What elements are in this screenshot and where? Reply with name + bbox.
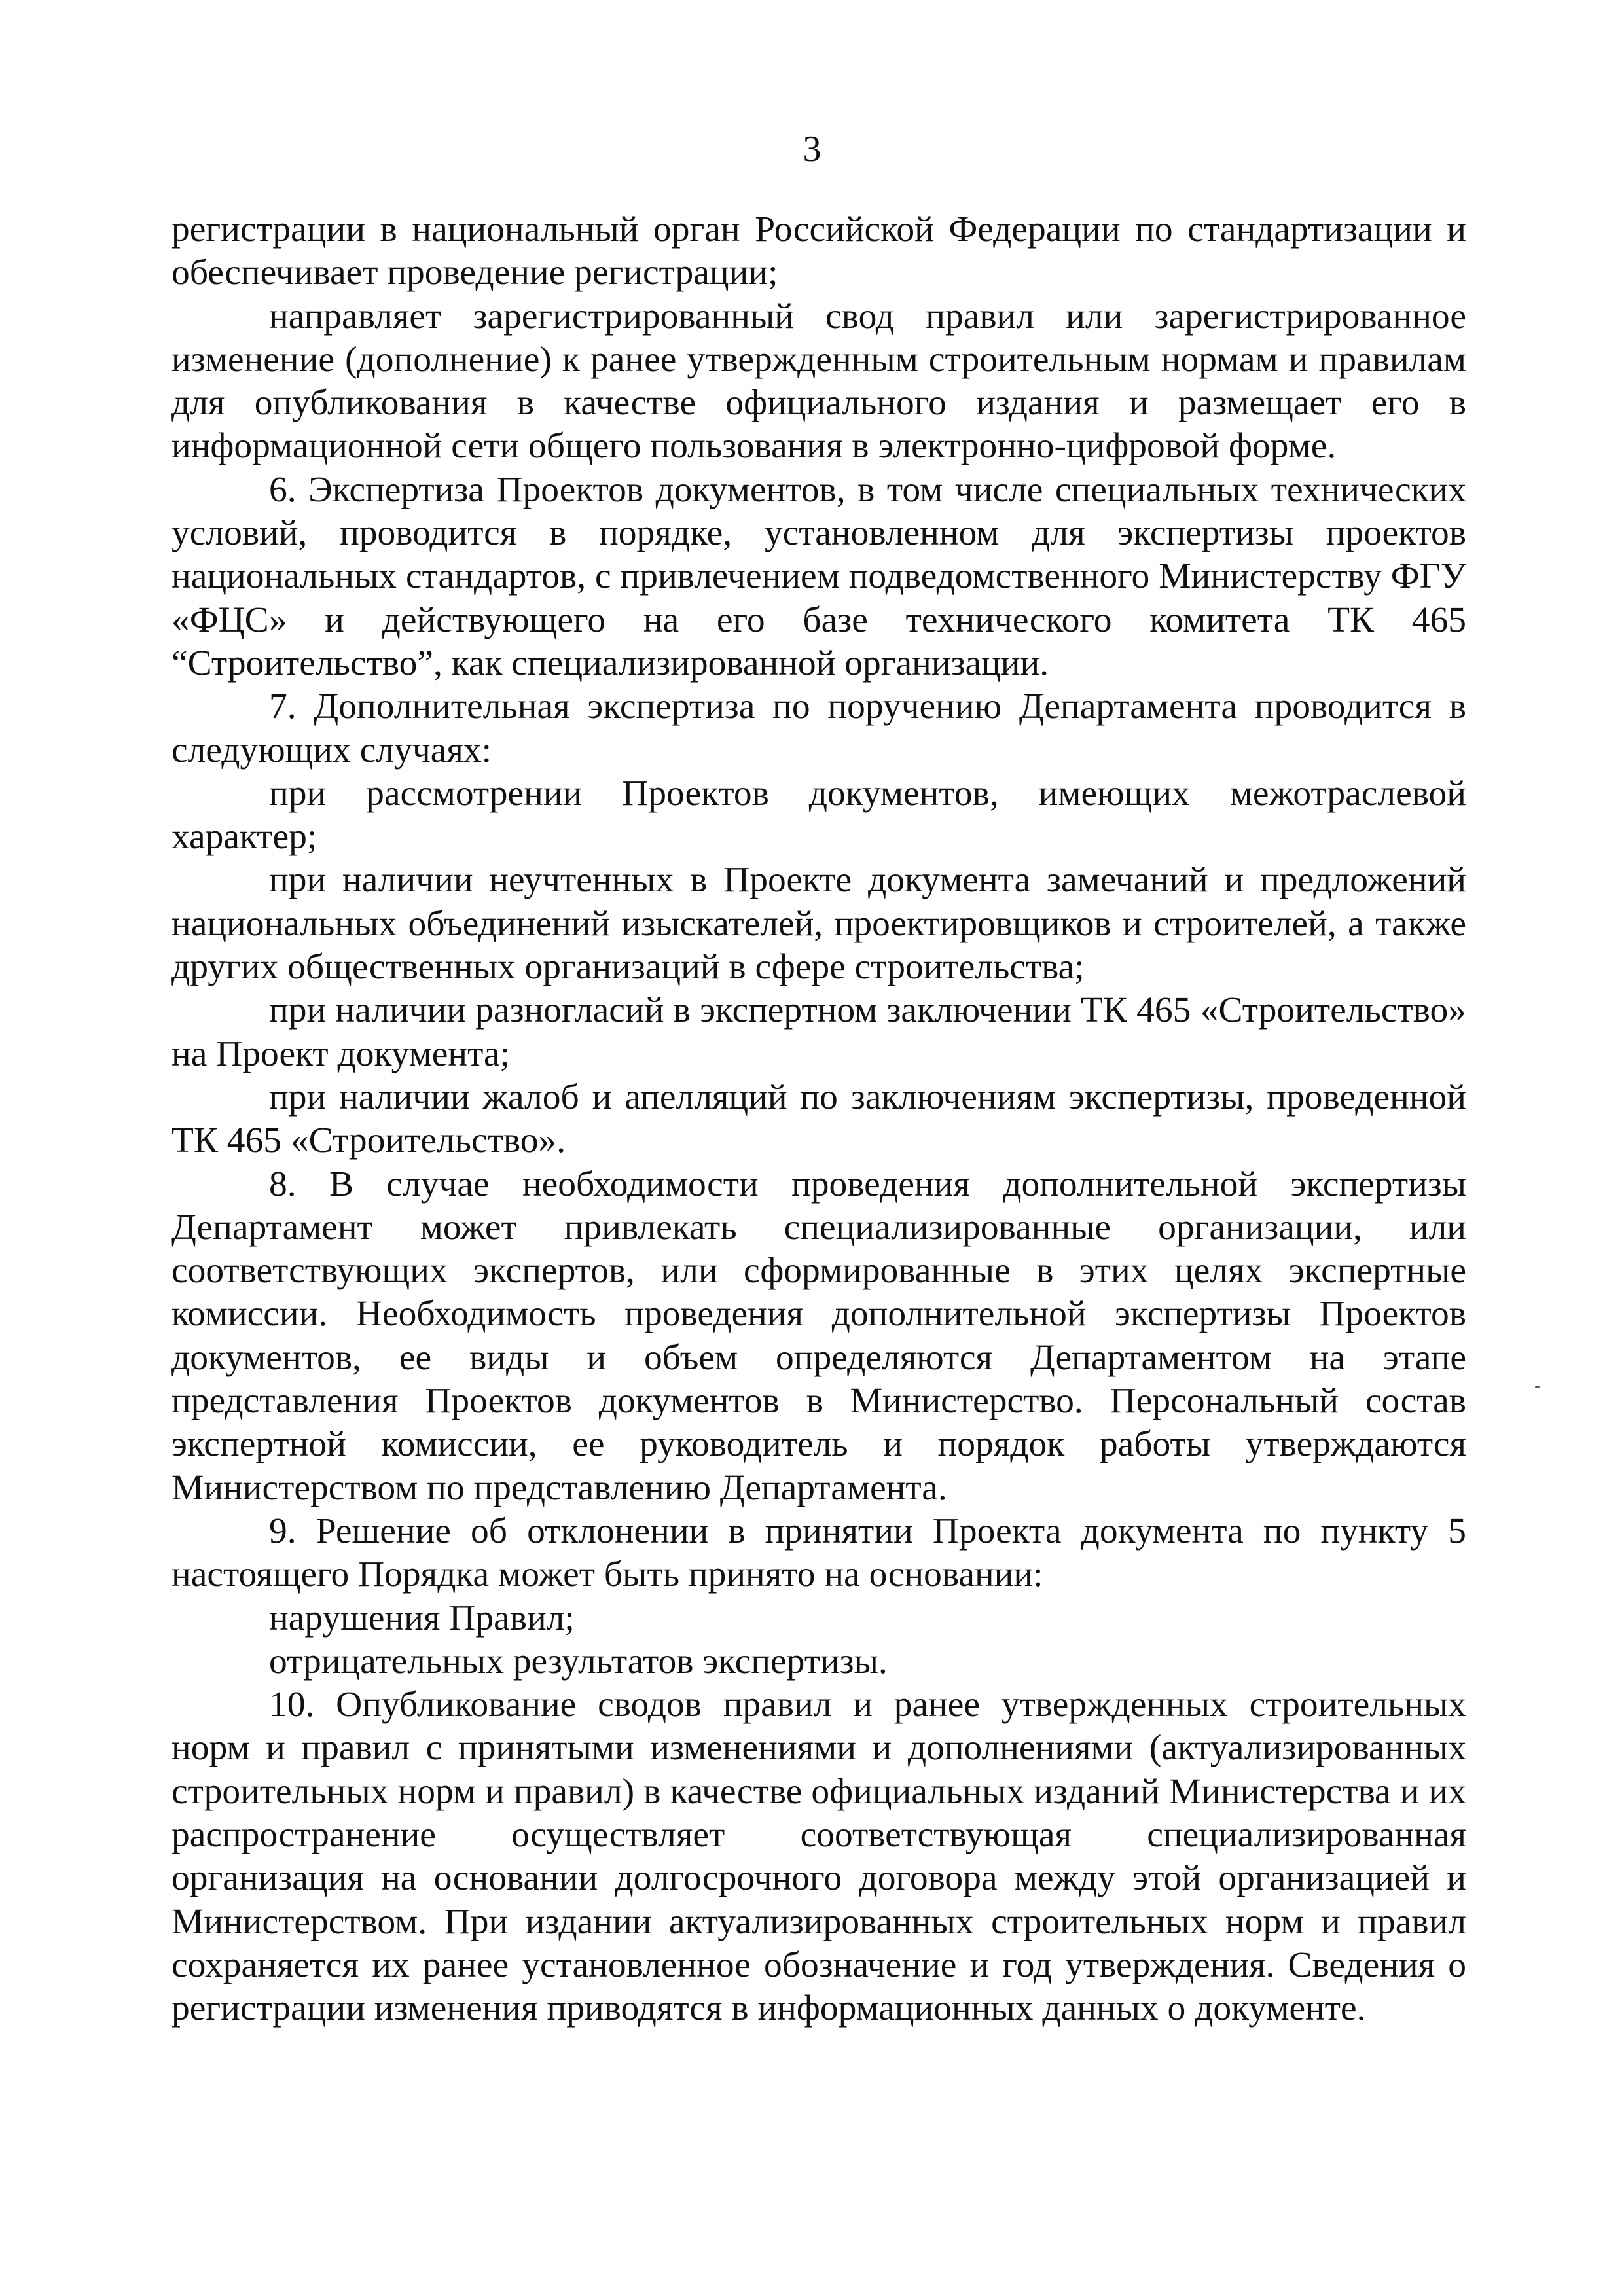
paragraph-item-10: 10. Опубликование сводов правил и ранее утвержденных строительных норм и правил с принятыми изменениями и дополнениями (актуализированных строительных норм и правил) в качестве официальных изданий Министерства и их распространение осуществляет соответствующая специализированная организация на основании долгосрочного договора между этой организацией и Министерством. При издании актуализированных строительных норм и правил сохраняется их ранее установленное обозначение и год утверждения. Сведения о регистрации изменения приводятся в информационных данных о документе. <box>171 1685 1466 2029</box>
page-number: 3 <box>803 129 821 170</box>
paragraph-item-9-reason-1: нарушения Правил; <box>269 1598 575 1638</box>
document-body <box>171 208 1466 2030</box>
scan-speck <box>1535 1386 1540 1388</box>
paragraph-item-7-case-1: при рассмотрении Проектов документов, имеющих межотраслевой характер; <box>171 773 1466 857</box>
paragraph-item-9: 9. Решение об отклонении в принятии Проекта документа по пункту 5 настоящего Порядка может быть принято на основании: <box>171 1511 1466 1595</box>
paragraph-item-7-case-4: при наличии жалоб и апелляций по заключениям экспертизы, проведенной ТК 465 «Строительство». <box>171 1077 1466 1161</box>
paragraph-item-7-case-2: при наличии неучтенных в Проекте документа замечаний и предложений национальных объединений изыскателей, проектировщиков и строителей, а также других общественных организаций в сфере строительства; <box>171 860 1466 988</box>
paragraph-continuation: регистрации в национальный орган Российской Федерации по стандартизации и обеспечивает проведение регистрации; <box>171 209 1466 293</box>
paragraph-item-9-reason-2: отрицательных результатов экспертизы. <box>269 1641 888 1681</box>
paragraph-item-6: 6. Экспертиза Проектов документов, в том числе специальных технических условий, проводится в порядке, установленном для экспертизы проектов национальных стандартов, с привлечением подведомственного Министерству ФГУ «ФЦС» и действующего на его базе технического комитета ТК 465 “Строительство”, как специализированной организации. <box>171 469 1466 683</box>
paragraph-item-8: 8. В случае необходимости проведения дополнительной экспертизы Департамент может привлекать специализированные организации, или соответствующих экспертов, или сформированные в этих целях экспертные комиссии. Необходимость проведения дополнительной экспертизы Проектов документов, ее виды и объем определяются Департаментом на этапе представления Проектов документов в Министерство. Персональный состав экспертной комиссии, ее руководитель и порядок работы утверждаются Министерством по представлению Департамента. <box>171 1164 1466 1508</box>
paragraph-publication-duty: направляет зарегистрированный свод правил или зарегистрированное изменение (дополнение) к ранее утвержденным строительным нормам и правилам для опубликования в качестве официального издания и размещает его в информационной сети общего пользования в электронно-цифровой форме. <box>171 296 1466 467</box>
paragraph-item-7: 7. Дополнительная экспертиза по поручению Департамента проводится в следующих случаях: <box>171 687 1466 770</box>
paragraph-item-7-case-3: при наличии разногласий в экспертном заключении ТК 465 «Строительство» на Проект документа; <box>171 990 1466 1074</box>
